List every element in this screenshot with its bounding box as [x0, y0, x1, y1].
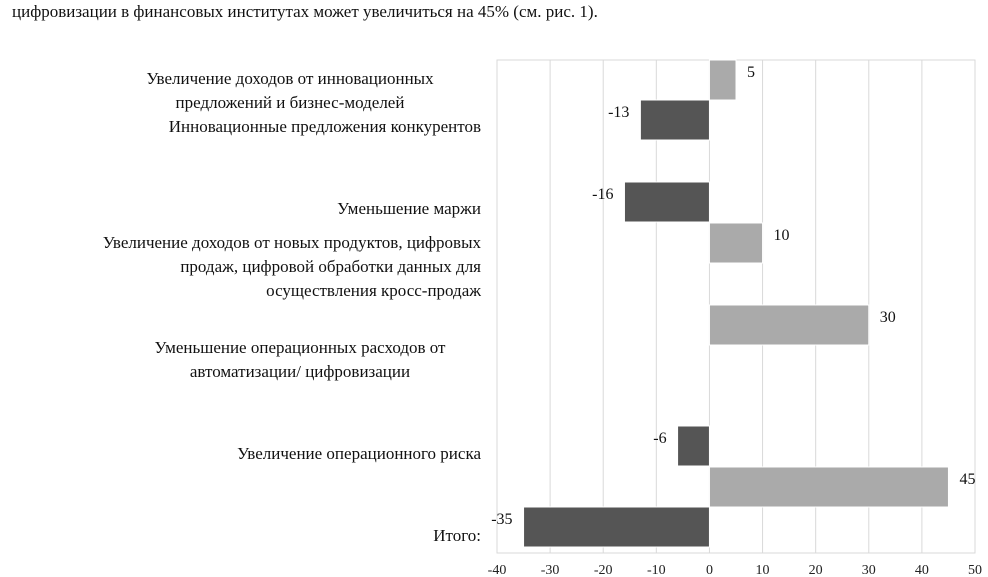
bar	[678, 426, 710, 466]
data-label: -16	[592, 186, 614, 203]
data-label: 45	[959, 471, 976, 488]
category-label	[155, 338, 447, 381]
category-label-line: Уменьшение операционных расходов от	[154, 338, 446, 357]
data-label: -6	[653, 430, 667, 447]
data-label: -35	[491, 511, 513, 528]
bar	[709, 223, 762, 263]
data-label: 30	[879, 309, 896, 326]
x-tick-label: 0	[705, 563, 713, 577]
category-label-line: автоматизации/ цифровизации	[189, 362, 411, 381]
data-label: 10	[773, 227, 790, 244]
category-label	[337, 199, 481, 218]
x-tick-label: -10	[646, 563, 666, 577]
bar	[709, 467, 948, 507]
x-tick-label: 20	[808, 563, 823, 577]
bar	[709, 60, 736, 100]
category-label-line: предложений и бизнес-моделей	[175, 93, 405, 112]
bar	[640, 100, 709, 140]
category-label-line: Уменьшение маржи	[337, 199, 481, 218]
data-label: 5	[747, 64, 755, 81]
category-label-line: Итого:	[433, 526, 481, 545]
category-label	[433, 526, 481, 545]
category-label-line: осуществления кросс-продаж	[266, 281, 481, 300]
category-label-line: продаж, цифровой обработки данных для	[180, 257, 481, 276]
category-label	[146, 69, 434, 112]
bar-layer	[524, 60, 949, 547]
category-label-line: Увеличение операционного риска	[237, 444, 481, 463]
bar	[709, 305, 868, 345]
category-label-line: Увеличение доходов от инновационных	[146, 69, 434, 88]
x-tick-label: 30	[861, 563, 876, 577]
intro-text: цифровизации в финансовых институтах может увеличиться на 45% (см. рис. 1).	[12, 2, 598, 21]
category-label	[103, 233, 482, 300]
x-tick-label: -20	[593, 563, 613, 577]
x-tick-label: 50	[968, 563, 982, 577]
category-label	[169, 117, 481, 136]
data-label: -13	[608, 104, 630, 121]
category-label-line: Увеличение доходов от новых продуктов, цифровых	[102, 233, 481, 252]
bar	[624, 182, 709, 222]
x-tick-label: 40	[914, 563, 929, 577]
x-tick-label: -40	[487, 563, 507, 577]
bar	[524, 507, 710, 547]
category-label	[237, 444, 481, 463]
x-tick-label: 10	[755, 563, 770, 577]
category-label-line: Инновационные предложения конкурентов	[168, 117, 481, 136]
x-tick-label: -30	[540, 563, 560, 577]
